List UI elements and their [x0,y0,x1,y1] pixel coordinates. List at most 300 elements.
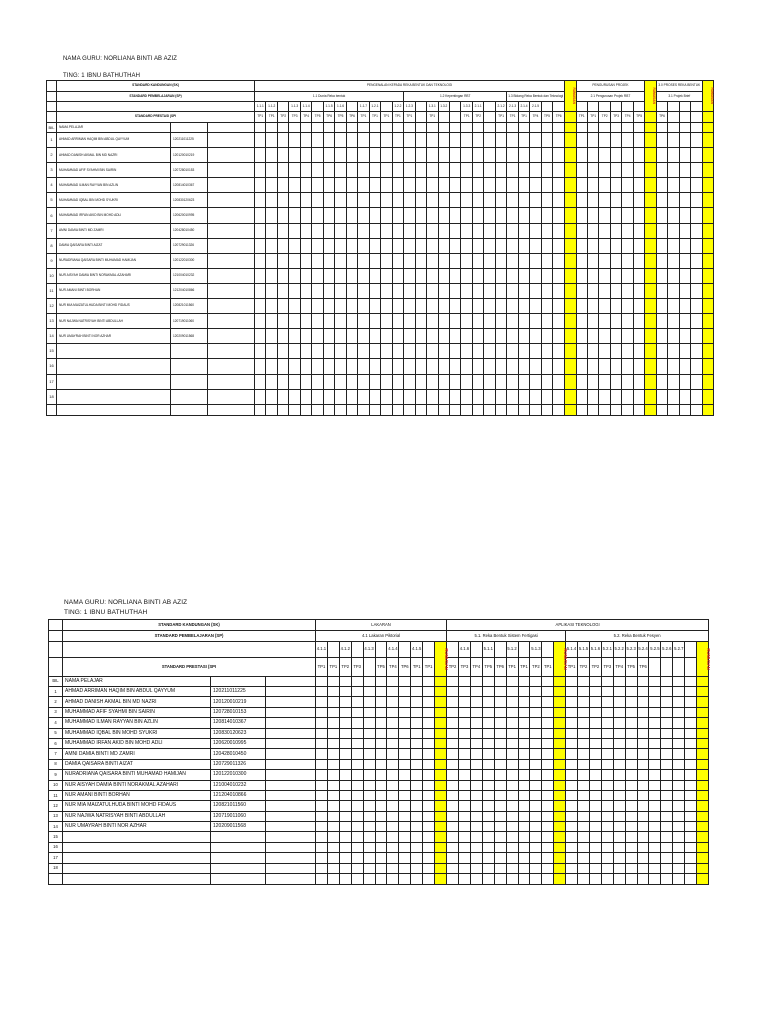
score-cell[interactable] [415,344,426,359]
score-cell[interactable] [649,853,661,863]
score-cell[interactable] [438,148,449,163]
score-cell[interactable] [312,193,323,208]
score-cell[interactable] [335,329,346,344]
score-cell[interactable] [381,314,392,329]
score-cell[interactable] [633,268,644,283]
score-cell[interactable] [530,374,541,389]
score-cell[interactable] [470,801,482,811]
score-cell[interactable] [530,314,541,329]
score-cell[interactable] [599,208,610,223]
score-cell[interactable] [507,223,518,238]
score-cell[interactable] [541,299,552,314]
score-cell[interactable] [399,853,411,863]
score-cell[interactable] [449,193,460,208]
score-cell[interactable] [316,842,328,852]
score-cell[interactable] [277,163,288,178]
score-cell[interactable] [381,238,392,253]
score-cell[interactable] [289,389,300,404]
score-cell[interactable] [472,374,483,389]
score-cell[interactable] [542,842,554,852]
score-cell[interactable] [679,389,690,404]
score-cell[interactable] [277,253,288,268]
score-cell[interactable] [685,738,697,748]
score-cell[interactable] [673,853,685,863]
score-cell[interactable] [633,133,644,148]
score-cell[interactable] [494,822,506,832]
score-cell[interactable] [335,268,346,283]
score-cell[interactable] [346,193,357,208]
score-cell[interactable] [656,223,667,238]
score-cell[interactable] [399,811,411,821]
score-cell[interactable] [566,687,578,697]
score-cell[interactable] [472,253,483,268]
score-cell[interactable] [668,329,679,344]
score-cell[interactable] [610,374,621,389]
score-cell[interactable] [327,811,339,821]
score-cell[interactable] [518,193,529,208]
score-cell[interactable] [542,801,554,811]
score-cell[interactable] [610,208,621,223]
score-cell[interactable] [369,314,380,329]
score-cell[interactable] [507,314,518,329]
score-cell[interactable] [312,238,323,253]
score-cell[interactable] [622,299,633,314]
score-cell[interactable] [495,238,506,253]
score-cell[interactable] [346,208,357,223]
score-cell[interactable] [633,253,644,268]
score-cell[interactable] [506,707,518,717]
score-cell[interactable] [482,853,494,863]
score-cell[interactable] [351,759,363,769]
score-cell[interactable] [613,697,625,707]
score-cell[interactable] [470,811,482,821]
score-cell[interactable] [625,707,637,717]
score-cell[interactable] [449,359,460,374]
score-cell[interactable] [601,822,613,832]
score-cell[interactable] [461,314,472,329]
score-cell[interactable] [399,728,411,738]
score-cell[interactable] [392,148,403,163]
score-cell[interactable] [633,283,644,298]
score-cell[interactable] [289,299,300,314]
score-cell[interactable] [392,359,403,374]
score-cell[interactable] [312,253,323,268]
score-cell[interactable] [482,707,494,717]
score-cell[interactable] [679,133,690,148]
score-cell[interactable] [387,822,399,832]
score-cell[interactable] [470,697,482,707]
score-cell[interactable] [316,853,328,863]
score-cell[interactable] [449,163,460,178]
score-cell[interactable] [427,253,438,268]
score-cell[interactable] [633,299,644,314]
score-cell[interactable] [622,314,633,329]
score-cell[interactable] [461,283,472,298]
score-cell[interactable] [423,738,435,748]
score-cell[interactable] [255,344,266,359]
score-cell[interactable] [358,223,369,238]
score-cell[interactable] [255,359,266,374]
score-cell[interactable] [277,148,288,163]
score-cell[interactable] [458,770,470,780]
score-cell[interactable] [610,193,621,208]
score-cell[interactable] [530,770,542,780]
score-cell[interactable] [578,790,590,800]
score-cell[interactable] [668,314,679,329]
score-cell[interactable] [300,268,311,283]
score-cell[interactable] [601,728,613,738]
score-cell[interactable] [392,344,403,359]
score-cell[interactable] [470,738,482,748]
score-cell[interactable] [300,389,311,404]
score-cell[interactable] [601,863,613,873]
score-cell[interactable] [507,389,518,404]
score-cell[interactable] [392,178,403,193]
score-cell[interactable] [649,728,661,738]
score-cell[interactable] [679,374,690,389]
score-cell[interactable] [633,208,644,223]
score-cell[interactable] [578,718,590,728]
score-cell[interactable] [472,178,483,193]
score-cell[interactable] [649,780,661,790]
score-cell[interactable] [553,253,565,268]
score-cell[interactable] [518,344,529,359]
score-cell[interactable] [381,163,392,178]
score-cell[interactable] [613,738,625,748]
score-cell[interactable] [484,163,495,178]
score-cell[interactable] [518,749,530,759]
score-cell[interactable] [415,148,426,163]
score-cell[interactable] [411,822,423,832]
score-cell[interactable] [423,759,435,769]
score-cell[interactable] [589,832,601,842]
score-cell[interactable] [656,178,667,193]
score-cell[interactable] [438,133,449,148]
score-cell[interactable] [691,374,702,389]
score-cell[interactable] [387,718,399,728]
score-cell[interactable] [423,718,435,728]
score-cell[interactable] [637,749,649,759]
score-cell[interactable] [387,707,399,717]
score-cell[interactable] [518,687,530,697]
score-cell[interactable] [312,374,323,389]
score-cell[interactable] [495,389,506,404]
score-cell[interactable] [601,687,613,697]
score-cell[interactable] [625,842,637,852]
score-cell[interactable] [423,707,435,717]
score-cell[interactable] [578,687,590,697]
score-cell[interactable] [339,718,351,728]
score-cell[interactable] [622,193,633,208]
score-cell[interactable] [399,707,411,717]
score-cell[interactable] [622,238,633,253]
score-cell[interactable] [266,253,277,268]
score-cell[interactable] [601,770,613,780]
score-cell[interactable] [518,697,530,707]
score-cell[interactable] [530,268,541,283]
score-cell[interactable] [472,283,483,298]
score-cell[interactable] [656,344,667,359]
score-cell[interactable] [542,718,554,728]
score-cell[interactable] [668,133,679,148]
score-cell[interactable] [346,253,357,268]
score-cell[interactable] [335,223,346,238]
score-cell[interactable] [472,193,483,208]
score-cell[interactable] [507,148,518,163]
score-cell[interactable] [339,801,351,811]
score-cell[interactable] [637,790,649,800]
score-cell[interactable] [633,314,644,329]
score-cell[interactable] [530,329,541,344]
score-cell[interactable] [599,223,610,238]
score-cell[interactable] [470,780,482,790]
score-cell[interactable] [661,842,673,852]
score-cell[interactable] [601,842,613,852]
score-cell[interactable] [613,749,625,759]
score-cell[interactable] [300,253,311,268]
score-cell[interactable] [289,359,300,374]
score-cell[interactable] [375,811,387,821]
score-cell[interactable] [649,863,661,873]
score-cell[interactable] [530,283,541,298]
score-cell[interactable] [668,148,679,163]
score-cell[interactable] [691,359,702,374]
score-cell[interactable] [578,832,590,842]
score-cell[interactable] [495,148,506,163]
score-cell[interactable] [427,223,438,238]
score-cell[interactable] [339,697,351,707]
score-cell[interactable] [507,238,518,253]
score-cell[interactable] [656,283,667,298]
score-cell[interactable] [673,832,685,842]
score-cell[interactable] [622,148,633,163]
score-cell[interactable] [661,707,673,717]
score-cell[interactable] [312,359,323,374]
score-cell[interactable] [423,728,435,738]
score-cell[interactable] [387,728,399,738]
score-cell[interactable] [685,749,697,759]
score-cell[interactable] [506,811,518,821]
score-cell[interactable] [327,707,339,717]
score-cell[interactable] [363,790,375,800]
score-cell[interactable] [656,148,667,163]
score-cell[interactable] [542,853,554,863]
score-cell[interactable] [346,238,357,253]
score-cell[interactable] [495,299,506,314]
score-cell[interactable] [506,687,518,697]
score-cell[interactable] [530,148,541,163]
score-cell[interactable] [381,208,392,223]
score-cell[interactable] [312,344,323,359]
score-cell[interactable] [553,193,565,208]
score-cell[interactable] [411,770,423,780]
score-cell[interactable] [447,863,459,873]
score-cell[interactable] [415,133,426,148]
score-cell[interactable] [530,790,542,800]
score-cell[interactable] [404,374,415,389]
score-cell[interactable] [392,299,403,314]
score-cell[interactable] [472,208,483,223]
score-cell[interactable] [679,238,690,253]
score-cell[interactable] [323,223,334,238]
score-cell[interactable] [346,223,357,238]
score-cell[interactable] [346,374,357,389]
score-cell[interactable] [300,238,311,253]
score-cell[interactable] [472,344,483,359]
score-cell[interactable] [507,208,518,223]
score-cell[interactable] [300,163,311,178]
score-cell[interactable] [506,738,518,748]
score-cell[interactable] [530,707,542,717]
score-cell[interactable] [553,314,565,329]
score-cell[interactable] [530,718,542,728]
score-cell[interactable] [411,707,423,717]
score-cell[interactable] [323,163,334,178]
score-cell[interactable] [482,811,494,821]
score-cell[interactable] [392,193,403,208]
score-cell[interactable] [392,208,403,223]
score-cell[interactable] [427,374,438,389]
score-cell[interactable] [576,314,587,329]
score-cell[interactable] [691,223,702,238]
score-cell[interactable] [599,389,610,404]
score-cell[interactable] [335,374,346,389]
score-cell[interactable] [685,863,697,873]
score-cell[interactable] [601,749,613,759]
score-cell[interactable] [673,718,685,728]
score-cell[interactable] [458,801,470,811]
score-cell[interactable] [411,749,423,759]
score-cell[interactable] [427,208,438,223]
score-cell[interactable] [381,389,392,404]
score-cell[interactable] [470,832,482,842]
score-cell[interactable] [369,193,380,208]
score-cell[interactable] [637,770,649,780]
score-cell[interactable] [685,697,697,707]
score-cell[interactable] [613,770,625,780]
score-cell[interactable] [351,811,363,821]
score-cell[interactable] [587,374,598,389]
score-cell[interactable] [589,707,601,717]
score-cell[interactable] [438,178,449,193]
score-cell[interactable] [472,148,483,163]
score-cell[interactable] [335,208,346,223]
score-cell[interactable] [679,163,690,178]
score-cell[interactable] [576,148,587,163]
score-cell[interactable] [323,314,334,329]
score-cell[interactable] [518,389,529,404]
score-cell[interactable] [255,299,266,314]
score-cell[interactable] [327,832,339,842]
score-cell[interactable] [411,780,423,790]
score-cell[interactable] [346,283,357,298]
score-cell[interactable] [312,208,323,223]
score-cell[interactable] [387,697,399,707]
score-cell[interactable] [458,822,470,832]
score-cell[interactable] [411,759,423,769]
score-cell[interactable] [363,770,375,780]
score-cell[interactable] [449,374,460,389]
score-cell[interactable] [358,374,369,389]
score-cell[interactable] [506,801,518,811]
score-cell[interactable] [399,718,411,728]
score-cell[interactable] [495,208,506,223]
score-cell[interactable] [449,148,460,163]
score-cell[interactable] [351,853,363,863]
score-cell[interactable] [576,268,587,283]
score-cell[interactable] [381,299,392,314]
score-cell[interactable] [587,389,598,404]
score-cell[interactable] [358,389,369,404]
score-cell[interactable] [599,329,610,344]
score-cell[interactable] [387,790,399,800]
score-cell[interactable] [339,863,351,873]
score-cell[interactable] [587,299,598,314]
score-cell[interactable] [458,707,470,717]
score-cell[interactable] [404,299,415,314]
score-cell[interactable] [399,790,411,800]
score-cell[interactable] [427,163,438,178]
score-cell[interactable] [351,790,363,800]
score-cell[interactable] [506,853,518,863]
score-cell[interactable] [506,822,518,832]
score-cell[interactable] [507,253,518,268]
score-cell[interactable] [625,832,637,842]
score-cell[interactable] [351,842,363,852]
score-cell[interactable] [578,811,590,821]
score-cell[interactable] [358,314,369,329]
score-cell[interactable] [484,178,495,193]
score-cell[interactable] [316,801,328,811]
score-cell[interactable] [625,759,637,769]
score-cell[interactable] [339,749,351,759]
score-cell[interactable] [673,687,685,697]
score-cell[interactable] [312,283,323,298]
score-cell[interactable] [399,738,411,748]
score-cell[interactable] [661,811,673,821]
score-cell[interactable] [369,374,380,389]
score-cell[interactable] [289,329,300,344]
score-cell[interactable] [495,253,506,268]
score-cell[interactable] [289,223,300,238]
score-cell[interactable] [404,268,415,283]
score-cell[interactable] [375,738,387,748]
score-cell[interactable] [484,344,495,359]
score-cell[interactable] [323,389,334,404]
score-cell[interactable] [518,707,530,717]
score-cell[interactable] [566,822,578,832]
score-cell[interactable] [381,178,392,193]
score-cell[interactable] [542,697,554,707]
score-cell[interactable] [599,314,610,329]
score-cell[interactable] [255,268,266,283]
score-cell[interactable] [691,283,702,298]
score-cell[interactable] [423,697,435,707]
score-cell[interactable] [300,133,311,148]
score-cell[interactable] [427,314,438,329]
score-cell[interactable] [691,163,702,178]
score-cell[interactable] [679,208,690,223]
score-cell[interactable] [587,208,598,223]
score-cell[interactable] [578,801,590,811]
score-cell[interactable] [625,718,637,728]
score-cell[interactable] [679,193,690,208]
score-cell[interactable] [447,780,459,790]
score-cell[interactable] [427,299,438,314]
score-cell[interactable] [601,853,613,863]
score-cell[interactable] [495,133,506,148]
score-cell[interactable] [387,811,399,821]
